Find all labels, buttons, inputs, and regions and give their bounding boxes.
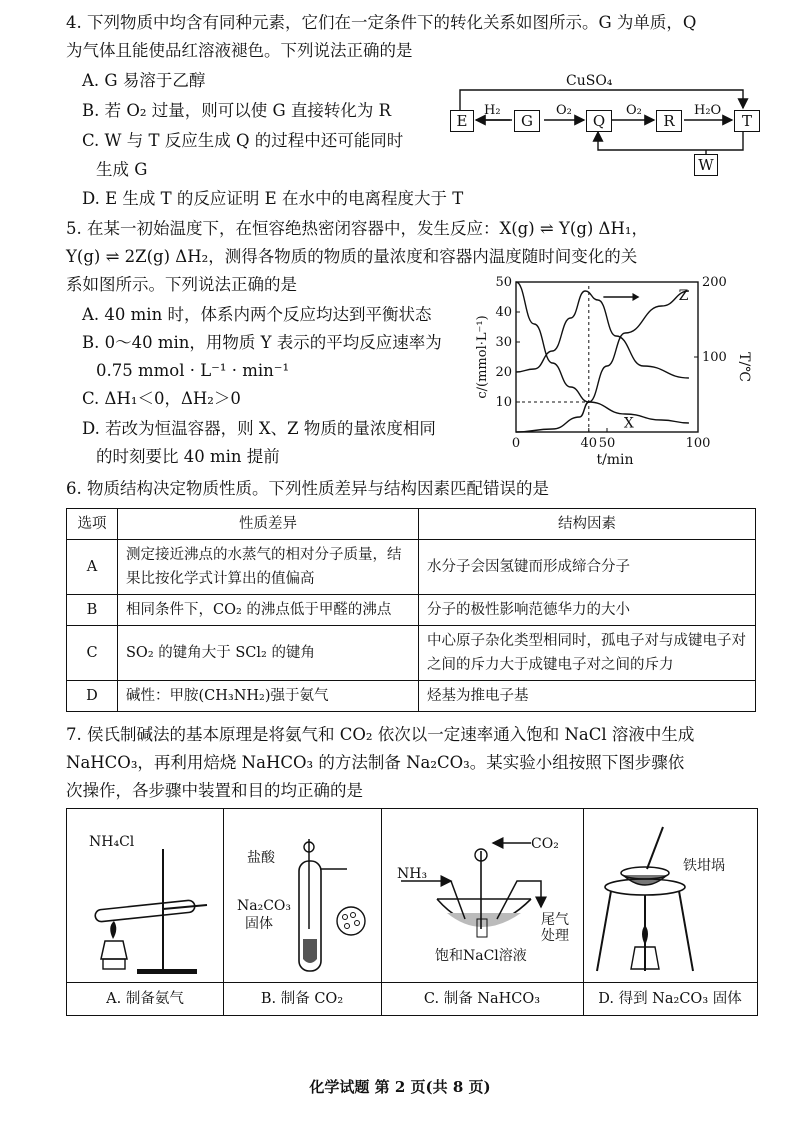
y2-tick-label: 200 [702, 275, 727, 290]
q6-row-property: SO₂ 的键角大于 SCl₂ 的键角 [118, 626, 419, 681]
q7-panel-d [583, 809, 757, 1015]
label-cuso4: CuSO₄ [566, 73, 613, 89]
q6-header-row [67, 509, 756, 540]
label-o2-second: O₂ [626, 103, 642, 118]
q5-stem-line2: Y(g) ⇌ 2Z(g) ΔH₂，测得各物质的物质的量浓度和容器内温度随时间变化的关 [66, 247, 638, 266]
q7-apparatus-figure [66, 808, 758, 1016]
q6-row-c [67, 626, 756, 681]
y2-axis-label: T/℃ [736, 352, 752, 382]
series-x-label: X [623, 415, 634, 432]
q6-row-factor: 烃基为推电子基 [419, 681, 756, 712]
q6-row-factor: 中心原子杂化类型相同时，孤电子对与成键电子对之间的斥力大于成键电子对之间的斥力 [419, 626, 756, 681]
panel-a-nh4cl-label: NH₄Cl [89, 834, 135, 850]
x-tick-label: 40 [580, 436, 598, 451]
q5-concentration-temperature-chart [470, 268, 770, 473]
q7-stem-line1: 7. 侯氏制碱法的基本原理是将氨气和 CO₂ 依次以一定速率通入饱和 NaCl 溶液中生成 [66, 725, 695, 744]
panel-d-crucible-label: 铁坩埚 [683, 858, 725, 874]
node-q: Q [586, 110, 612, 132]
x-tick-label: 50 [598, 436, 616, 451]
panel-c-co2-label: CO₂ [531, 836, 559, 852]
q7-stem-line3: 次操作，各步骤中装置和目的均正确的是 [66, 781, 363, 800]
q6-row-factor: 水分子会因氢键而形成缔合分子 [419, 540, 756, 595]
arrow-w-to-q [598, 130, 743, 150]
q4-option-c-line2: 生成 G [96, 160, 148, 179]
q4-option-c-line1: C. W 与 T 反应生成 Q 的过程中还可能同时 [82, 131, 404, 150]
q6-row-property: 测定接近沸点的水蒸气的相对分子质量，结果比按化学式计算出的值偏高 [118, 540, 419, 595]
page-footer: 化学试题 第 2 页(共 8 页) [309, 1078, 491, 1096]
q4-option-b: B. 若 O₂ 过量，则可以使 G 直接转化为 R [82, 101, 392, 120]
y2-tick-label: 100 [702, 350, 727, 365]
q6-stem: 6. 物质结构决定物质性质。下列性质差异与结构因素匹配错误的是 [66, 479, 549, 498]
label-o2-first: O₂ [556, 103, 572, 118]
q6-header-option: 选项 [67, 509, 118, 540]
y-tick-label: 40 [495, 305, 512, 320]
q6-row-a [67, 540, 756, 595]
q4-option-d: D. E 生成 T 的反应证明 E 在水中的电离程度大于 T [82, 189, 464, 208]
x-tick-label: 100 [685, 436, 711, 451]
panel-c-tail-label-2: 处理 [541, 928, 569, 944]
x-axis-label: t/min [596, 452, 634, 468]
q5-option-a: A. 40 min 时，体系内两个反应均达到平衡状态 [82, 305, 432, 324]
label-h2o: H₂O [694, 103, 722, 118]
q4-option-a: A. G 易溶于乙醇 [82, 71, 206, 90]
q5-option-c: C. ΔH₁＜0，ΔH₂＞0 [82, 389, 241, 408]
panel-c-tail-label: 尾气 [541, 912, 569, 928]
y-tick-label: 20 [495, 365, 512, 380]
q5-option-b-line2: 0.75 mmol · L⁻¹ · min⁻¹ [96, 361, 290, 380]
q4-stem-line1: 4. 下列物质中均含有同种元素，它们在一定条件下的转化关系如图所示。G 为单质，Q [66, 13, 697, 32]
panel-d-caption: D. 得到 Na₂CO₃ 固体 [583, 982, 757, 1015]
q6-row-property: 相同条件下，CO₂ 的沸点低于甲醛的沸点 [118, 595, 419, 626]
q6-row-b [67, 595, 756, 626]
y-tick-label: 30 [495, 335, 512, 350]
q6-row-factor: 分子的极性影响范德华力的大小 [419, 595, 756, 626]
x-tick-label: 0 [511, 436, 521, 451]
y-axis-label: c/(mmol·L⁻¹) [475, 315, 490, 399]
y-tick-label: 50 [495, 275, 512, 290]
temperature-arrowhead [632, 293, 639, 301]
panel-c-solution-label: 饱和NaCl溶液 [435, 948, 527, 964]
q6-row-option: D [67, 681, 118, 712]
q6-header-factor: 结构因素 [419, 509, 756, 540]
q5-option-d-line2: 的时刻要比 40 min 提前 [96, 447, 280, 466]
q5-option-d-line1: D. 若改为恒温容器，则 X、Z 物质的量浓度相同 [82, 419, 436, 438]
q6-row-option: B [67, 595, 118, 626]
q7-panel-c [381, 809, 584, 1015]
panel-b-solid-label: Na₂CO₃ [237, 898, 292, 914]
panel-b-acid-label: 盐酸 [247, 850, 275, 866]
panel-d-drawing [583, 809, 757, 981]
q5-option-b-line1: B. 0～40 min，用物质 Y 表示的平均反应速率为 [82, 333, 442, 352]
panel-b-drawing [223, 809, 381, 981]
q6-row-d [67, 681, 756, 712]
q6-row-option: C [67, 626, 118, 681]
q4-stem-line2: 为气体且能使品红溶液褪色。下列说法正确的是 [66, 41, 413, 60]
q6-header-property: 性质差异 [118, 509, 419, 540]
series-y-line [516, 291, 689, 378]
q6-row-option: A [67, 540, 118, 595]
q7-panel-a [67, 809, 224, 1015]
q6-table [66, 508, 756, 712]
panel-a-caption: A. 制备氨气 [67, 982, 223, 1015]
node-w: W [694, 154, 718, 176]
label-h2: H₂ [484, 103, 501, 118]
node-g: G [514, 110, 540, 132]
q7-stem-line2: NaHCO₃，再利用焙烧 NaHCO₃ 的方法制备 Na₂CO₃。某实验小组按照下图步骤依 [66, 753, 685, 772]
q7-panel-b [223, 809, 382, 1015]
node-t: T [734, 110, 760, 132]
panel-b-caption: B. 制备 CO₂ [223, 982, 381, 1015]
q5-stem-line3: 系如图所示。下列说法正确的是 [66, 275, 297, 294]
panel-b-solid-label-2: 固体 [245, 916, 273, 932]
series-z-label: Z [678, 288, 689, 304]
y-tick-label: 10 [495, 395, 512, 410]
node-e: E [450, 110, 474, 132]
panel-c-nh3-label: NH₃ [397, 866, 428, 882]
q5-stem-line1: 5. 在某一初始温度下，在恒容绝热密闭容器中，发生反应：X(g) ⇌ Y(g) ΔH₁， [66, 219, 648, 238]
node-r: R [656, 110, 682, 132]
plot-frame [516, 282, 698, 432]
q6-row-property: 碱性：甲胺(CH₃NH₂)强于氨气 [118, 681, 419, 712]
panel-c-caption: C. 制备 NaHCO₃ [381, 982, 583, 1015]
